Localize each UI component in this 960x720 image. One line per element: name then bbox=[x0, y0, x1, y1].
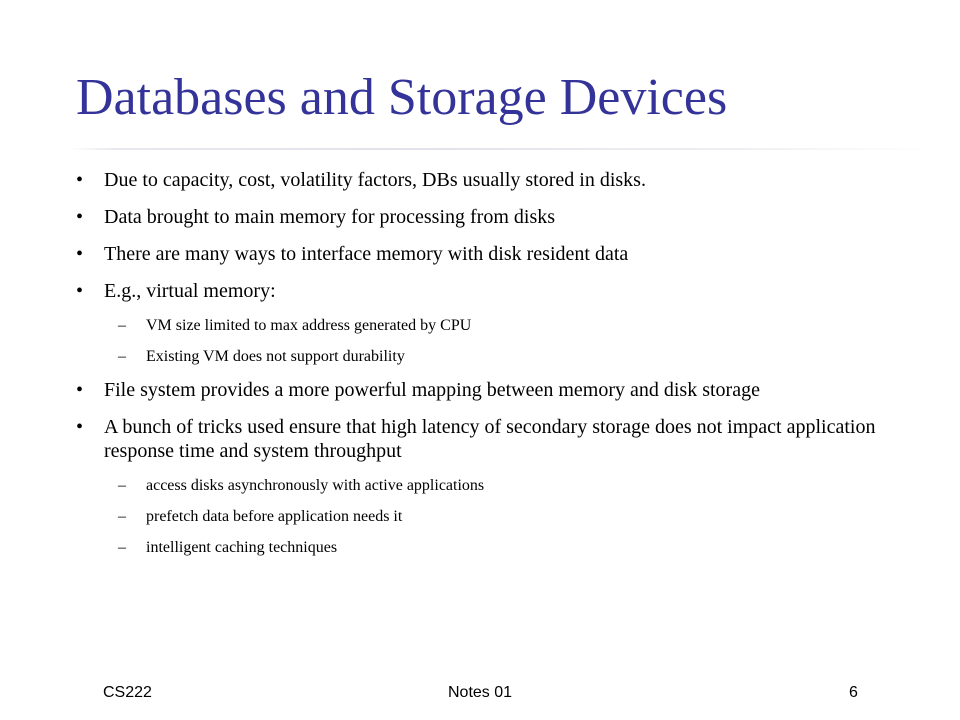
sub-bullet-text: access disks asynchronously with active applications bbox=[146, 477, 485, 494]
bullet-item bbox=[76, 205, 876, 229]
sub-bullet-item bbox=[76, 316, 876, 336]
bullet-marker: • bbox=[76, 416, 84, 438]
dash-marker: – bbox=[118, 508, 126, 525]
title-divider bbox=[70, 148, 940, 150]
sub-bullet-item bbox=[76, 476, 876, 496]
sub-bullet-text: intelligent caching techniques bbox=[146, 539, 338, 556]
bullet-list bbox=[76, 168, 876, 569]
bullet-item bbox=[76, 168, 876, 192]
dash-marker: – bbox=[118, 539, 126, 556]
bullet-marker: • bbox=[76, 280, 84, 302]
sub-bullet-item bbox=[76, 507, 876, 527]
sub-bullet-text: prefetch data before application needs it bbox=[146, 508, 403, 525]
bullet-text: A bunch of tricks used ensure that high latency of secondary storage does not impact application response time and system throughput bbox=[104, 416, 876, 462]
slide-title: Databases and Storage Devices bbox=[76, 69, 728, 126]
bullet-marker: • bbox=[76, 379, 84, 401]
bullet-item bbox=[76, 415, 876, 463]
sub-bullet-item bbox=[76, 347, 876, 367]
bullet-text: E.g., virtual memory: bbox=[104, 280, 276, 302]
bullet-item bbox=[76, 378, 876, 402]
footer-notes: Notes 01 bbox=[448, 684, 513, 701]
bullet-marker: • bbox=[76, 169, 84, 191]
footer-page-number: 6 bbox=[849, 684, 858, 701]
sub-bullet-text: VM size limited to max address generated by CPU bbox=[146, 317, 472, 334]
bullet-text: There are many ways to interface memory with disk resident data bbox=[104, 243, 629, 265]
sub-bullet-item bbox=[76, 538, 876, 558]
dash-marker: – bbox=[118, 348, 126, 365]
bullet-text: File system provides a more powerful mapping between memory and disk storage bbox=[104, 379, 760, 401]
footer-course: CS222 bbox=[103, 684, 152, 701]
sub-bullet-text: Existing VM does not support durability bbox=[146, 348, 405, 365]
dash-marker: – bbox=[118, 317, 126, 334]
bullet-item bbox=[76, 279, 876, 303]
dash-marker: – bbox=[118, 477, 126, 494]
bullet-item bbox=[76, 242, 876, 266]
bullet-marker: • bbox=[76, 206, 84, 228]
bullet-marker: • bbox=[76, 243, 84, 265]
bullet-text: Due to capacity, cost, volatility factors, DBs usually stored in disks. bbox=[104, 169, 646, 191]
bullet-text: Data brought to main memory for processing from disks bbox=[104, 206, 556, 228]
